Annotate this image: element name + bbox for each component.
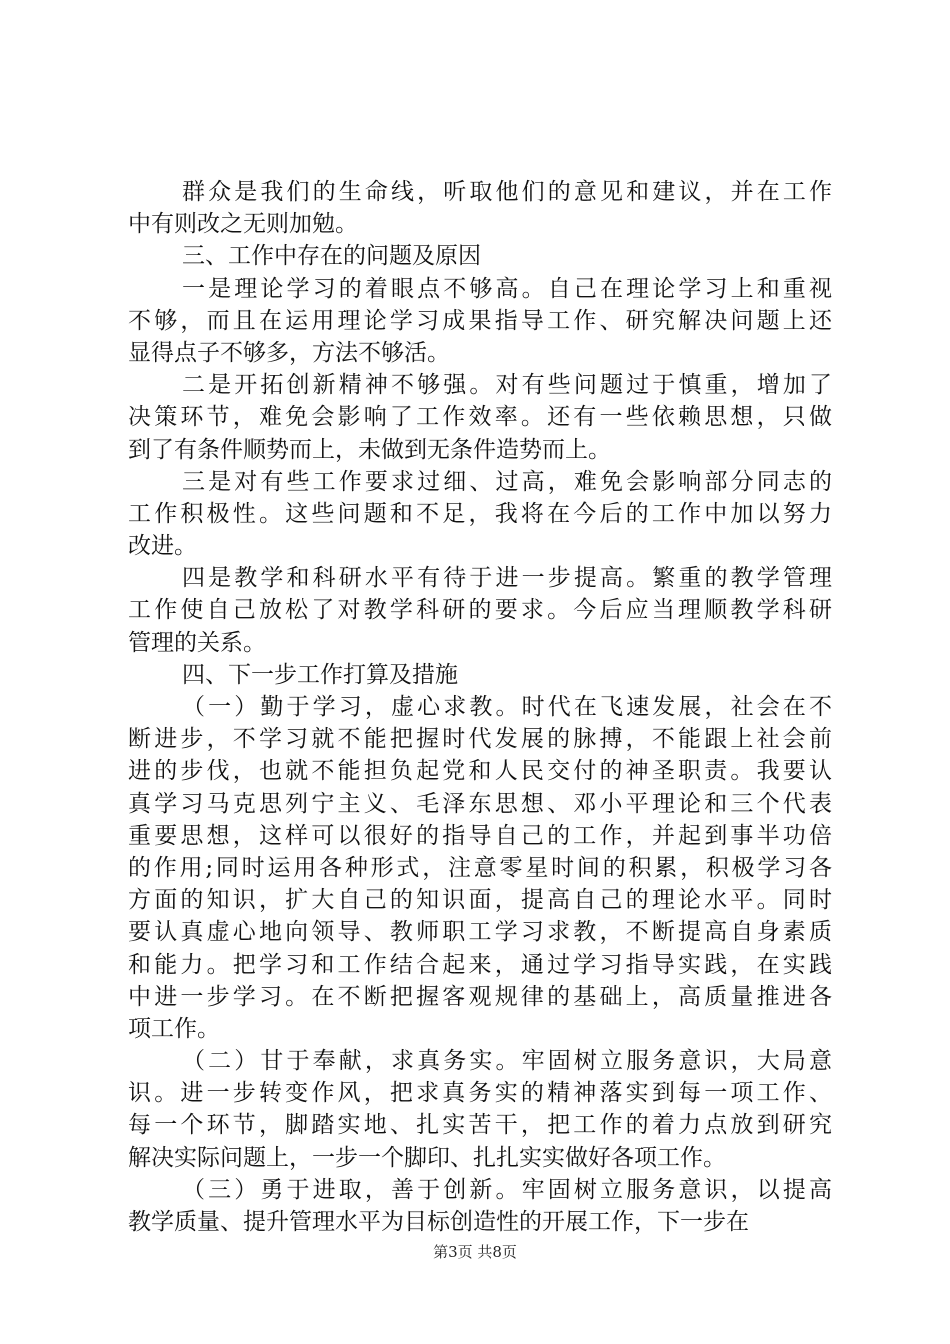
text-line: （三）勇于进取，善于创新。牢固树立服务意识，以提高 [182,1176,832,1203]
text-line: 解决实际问题上，一步一个脚印、扎扎实实做好各项工作。 [128,1144,726,1171]
text-line: 重要思想，这样可以很好的指导自己的工作，并起到事半功倍 [128,822,832,849]
section-heading [128,659,832,691]
text-line: 工作使自己放松了对教学科研的要求。今后应当理顺教学科研 [128,597,832,624]
text-line: 到了有条件顺势而上，未做到无条件造势而上。 [128,436,611,463]
text-line: 四、下一步工作打算及措施 [182,661,458,688]
paragraph [128,369,832,466]
paragraph [128,176,832,240]
text-line: 二是开拓创新精神不够强。对有些问题过于慎重，增加了 [182,372,832,399]
text-line: 的作用;同时运用各种形式，注意零星时间的积累，积极学习各 [128,854,832,881]
text-line: 不够，而且在运用理论学习成果指导工作、研究解决问题上还 [128,307,832,334]
text-line: 和能力。把学习和工作结合起来，通过学习指导实践，在实践 [128,951,832,978]
text-line: 方面的知识，扩大自己的知识面，提高自己的理论水平。同时 [128,887,832,914]
text-line: 每一个环节，脚踏实地、扎实苦干，把工作的着力点放到研究 [128,1112,832,1139]
paragraph [128,466,832,563]
text-line: 三是对有些工作要求过细、过高，难免会影响部分同志的 [182,468,832,495]
text-line: 真学习马克思列宁主义、毛泽东思想、邓小平理论和三个代表 [128,790,832,817]
text-line: 工作积极性。这些问题和不足，我将在今后的工作中加以努力 [128,500,832,527]
text-line: （二）甘于奉献，求真务实。牢固树立服务意识，大局意 [182,1048,832,1075]
text-line: 要认真虚心地向领导、教师职工学习求教，不断提高自身素质 [128,919,832,946]
text-line: 决策环节，难免会影响了工作效率。还有一些依赖思想，只做 [128,404,832,431]
section-heading [128,240,832,272]
text-line: 改进。 [128,533,197,560]
paragraph [128,1045,832,1174]
document-body [128,176,832,1238]
paragraph [128,273,832,370]
text-line: 断进步，不学习就不能把握时代发展的脉搏，不能跟上社会前 [128,726,832,753]
text-line: 识。进一步转变作风，把求真务实的精神落实到每一项工作、 [128,1080,832,1107]
text-line: 项工作。 [128,1015,220,1042]
paragraph [128,562,832,659]
text-line: 一是理论学习的着眼点不够高。自己在理论学习上和重视 [182,275,832,302]
text-line: 显得点子不够多，方法不够活。 [128,339,450,366]
text-line: 中进一步学习。在不断把握客观规律的基础上，高质量推进各 [128,983,832,1010]
text-line: 三、工作中存在的问题及原因 [182,243,481,270]
text-line: 群众是我们的生命线，听取他们的意见和建议，并在工作 [182,179,832,205]
text-line: 教学质量、提升管理水平为目标创造性的开展工作，下一步在 [128,1209,749,1235]
page-footer: 第3页 共8页 [433,1243,517,1261]
text-line: 中有则改之无则加勉。 [128,211,358,238]
text-line: （一）勤于学习，虚心求教。时代在飞速发展，社会在不 [182,694,832,720]
text-line: 进的步伐，也就不能担负起党和人民交付的神圣职责。我要认 [128,758,832,785]
paragraph [128,691,832,1045]
text-line: 管理的关系。 [128,629,266,656]
paragraph [128,1174,832,1238]
text-line: 四是教学和科研水平有待于进一步提高。繁重的教学管理 [182,565,832,592]
